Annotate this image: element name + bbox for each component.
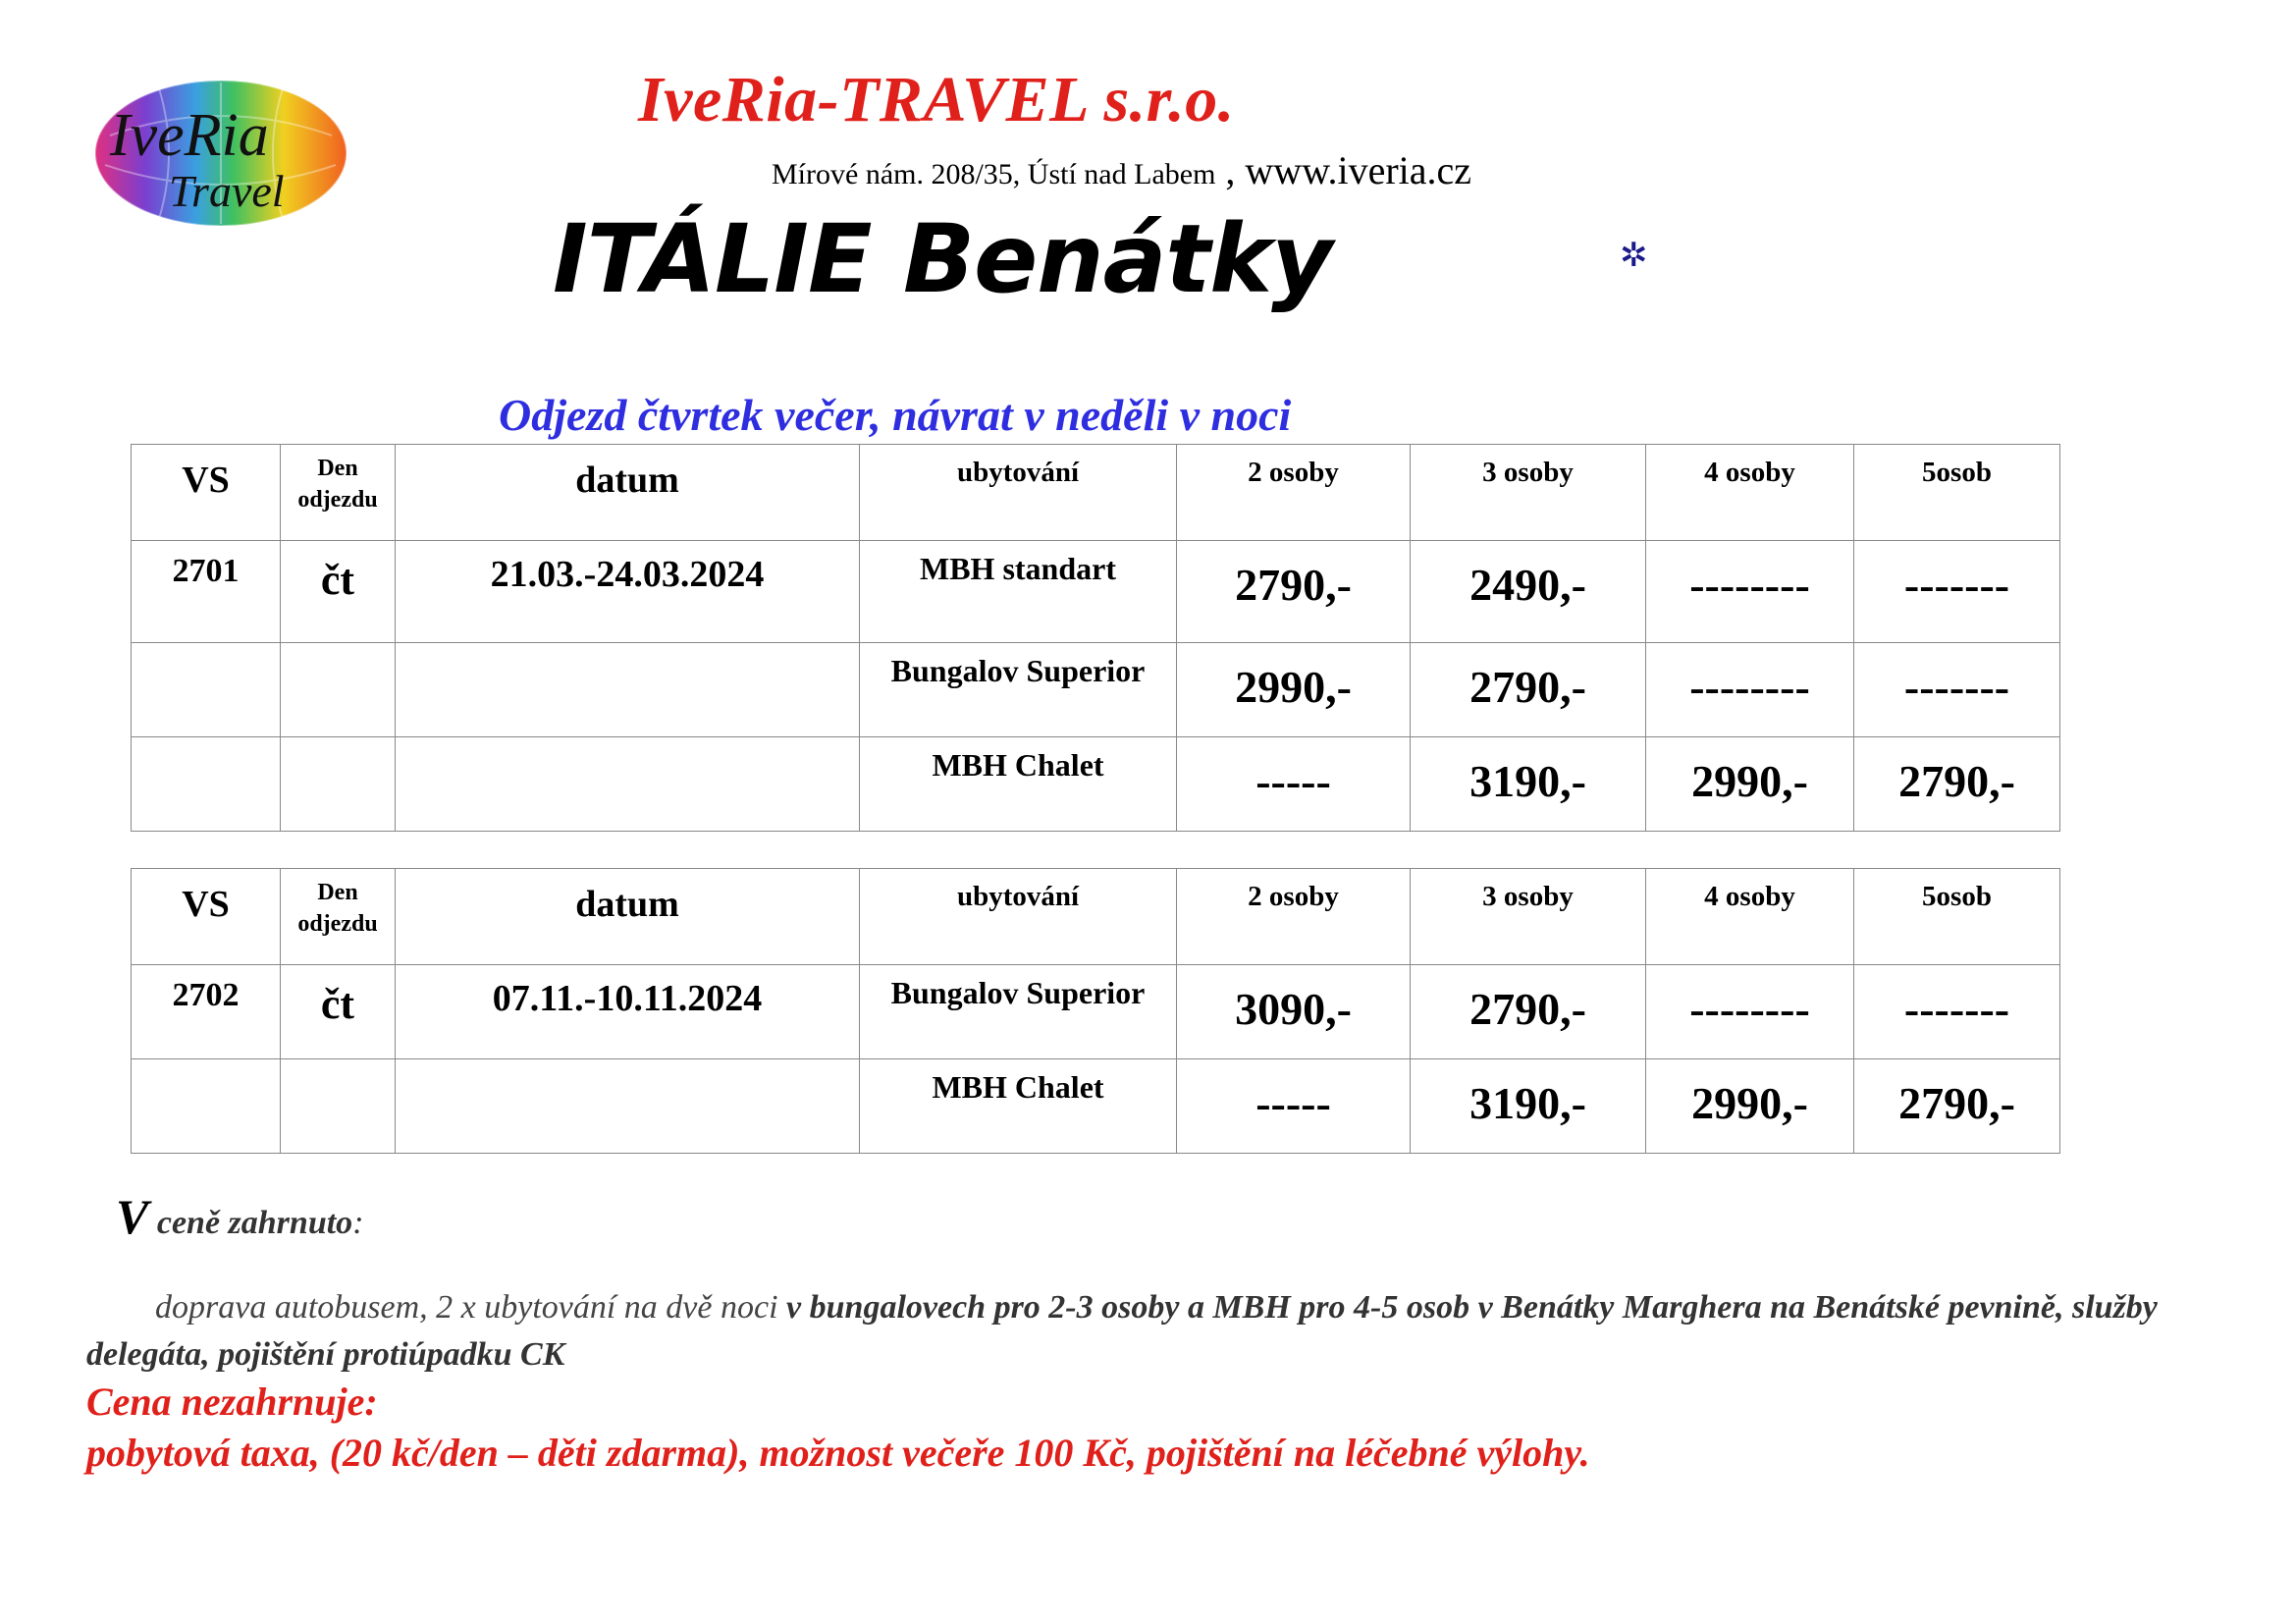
col-den-odjezdu: Den odjezdu — [281, 445, 396, 541]
col-datum: datum — [396, 445, 860, 541]
cell-price-3: 2790,- — [1411, 965, 1646, 1059]
included-text-plain: doprava autobusem, 2 x ubytování na dvě noci — [155, 1289, 787, 1326]
cell-price-2: ----- — [1177, 737, 1411, 832]
departure-subtitle: Odjezd čtvrtek večer, návrat v neděli v noci — [499, 390, 1292, 440]
cell-vs: 2701 — [132, 541, 281, 643]
price-table-1 — [131, 444, 2060, 832]
cell-vs: 2702 — [132, 965, 281, 1059]
cell-datum: 07.11.-10.11.2024 — [396, 965, 860, 1059]
cell-price-3: 2490,- — [1411, 541, 1646, 643]
cell-ubytovani: MBH Chalet — [860, 737, 1177, 832]
cell-den: čt — [281, 541, 396, 643]
table-row — [132, 541, 2060, 643]
cell-price-5: 2790,- — [1854, 1059, 2060, 1154]
excluded-text: pobytová taxa, (20 kč/den – děti zdarma), možnost večeře 100 Kč, pojištění na léčebné výlohy. — [86, 1431, 1590, 1475]
cell-price-2: ----- — [1177, 1059, 1411, 1154]
cell-ubytovani: MBH Chalet — [860, 1059, 1177, 1154]
included-heading-rest: ceně zahrnuto — [148, 1205, 353, 1241]
cell-price-5: ------- — [1854, 541, 2060, 643]
col-2-osoby: 2 osoby — [1177, 869, 1411, 965]
company-name: IveRia-TRAVEL s.r.o. — [638, 64, 1235, 135]
cell-price-4: 2990,- — [1646, 737, 1854, 832]
cell-price-5: ------- — [1854, 965, 2060, 1059]
col-datum: datum — [396, 869, 860, 965]
table-header-row — [132, 445, 2060, 541]
cell-price-2: 2790,- — [1177, 541, 1411, 643]
col-3-osoby: 3 osoby — [1411, 869, 1646, 965]
svg-text:IveRia: IveRia — [110, 102, 269, 169]
company-logo — [90, 77, 351, 230]
col-den-odjezdu: Den odjezdu — [281, 869, 396, 965]
included-heading-initial: V — [116, 1189, 149, 1244]
cell-datum — [396, 737, 860, 832]
table-header-row — [132, 869, 2060, 965]
table-row — [132, 643, 2060, 737]
price-table-2 — [131, 868, 2060, 1154]
included-heading-colon: : — [352, 1205, 364, 1241]
included-text-bold: v bungalovech pro 2-3 osoby a MBH pro 4-5 osob v Benátky Marghera na Benátské pevnině, služby delegáta, pojištění protiúpadku CK — [86, 1289, 2158, 1373]
cell-price-3: 3190,- — [1411, 1059, 1646, 1154]
excluded-heading: Cena nezahrnuje: — [86, 1380, 378, 1424]
cell-price-3: 2790,- — [1411, 643, 1646, 737]
cell-price-4: 2990,- — [1646, 1059, 1854, 1154]
cell-price-5: 2790,- — [1854, 737, 2060, 832]
col-vs: VS — [132, 445, 281, 541]
cell-price-4: -------- — [1646, 541, 1854, 643]
cell-price-2: 3090,- — [1177, 965, 1411, 1059]
included-text — [86, 1284, 2246, 1379]
col-4-osoby: 4 osoby — [1646, 445, 1854, 541]
cell-ubytovani: Bungalov Superior — [860, 965, 1177, 1059]
table-row — [132, 965, 2060, 1059]
cell-price-4: -------- — [1646, 965, 1854, 1059]
cell-ubytovani: Bungalov Superior — [860, 643, 1177, 737]
cell-ubytovani: MBH standart — [860, 541, 1177, 643]
table-row — [132, 737, 2060, 832]
col-5-osob: 5osob — [1854, 869, 2060, 965]
address-text: Mírové nám. 208/35, Ústí nad Labem — [772, 158, 1216, 190]
cell-den — [281, 1059, 396, 1154]
cell-vs — [132, 1059, 281, 1154]
col-ubytovani: ubytování — [860, 869, 1177, 965]
cell-price-4: -------- — [1646, 643, 1854, 737]
col-vs: VS — [132, 869, 281, 965]
col-2-osoby: 2 osoby — [1177, 445, 1411, 541]
cell-price-5: ------- — [1854, 643, 2060, 737]
cell-den: čt — [281, 965, 396, 1059]
col-4-osoby: 4 osoby — [1646, 869, 1854, 965]
cell-price-2: 2990,- — [1177, 643, 1411, 737]
page-title: ITÁLIE Benátky — [553, 204, 1332, 314]
col-5-osob: 5osob — [1854, 445, 2060, 541]
cell-datum — [396, 643, 860, 737]
svg-text:Travel: Travel — [169, 166, 285, 216]
table-row — [132, 1059, 2060, 1154]
cell-vs — [132, 643, 281, 737]
company-address — [772, 147, 1471, 193]
website-link[interactable]: www.iveria.cz — [1245, 148, 1472, 192]
address-separator: , — [1215, 148, 1246, 192]
cell-vs — [132, 737, 281, 832]
cell-price-3: 3190,- — [1411, 737, 1646, 832]
included-heading — [116, 1188, 364, 1245]
flower-icon: ✲ — [1620, 238, 1648, 274]
cell-den — [281, 643, 396, 737]
col-3-osoby: 3 osoby — [1411, 445, 1646, 541]
cell-den — [281, 737, 396, 832]
cell-datum: 21.03.-24.03.2024 — [396, 541, 860, 643]
cell-datum — [396, 1059, 860, 1154]
col-ubytovani: ubytování — [860, 445, 1177, 541]
